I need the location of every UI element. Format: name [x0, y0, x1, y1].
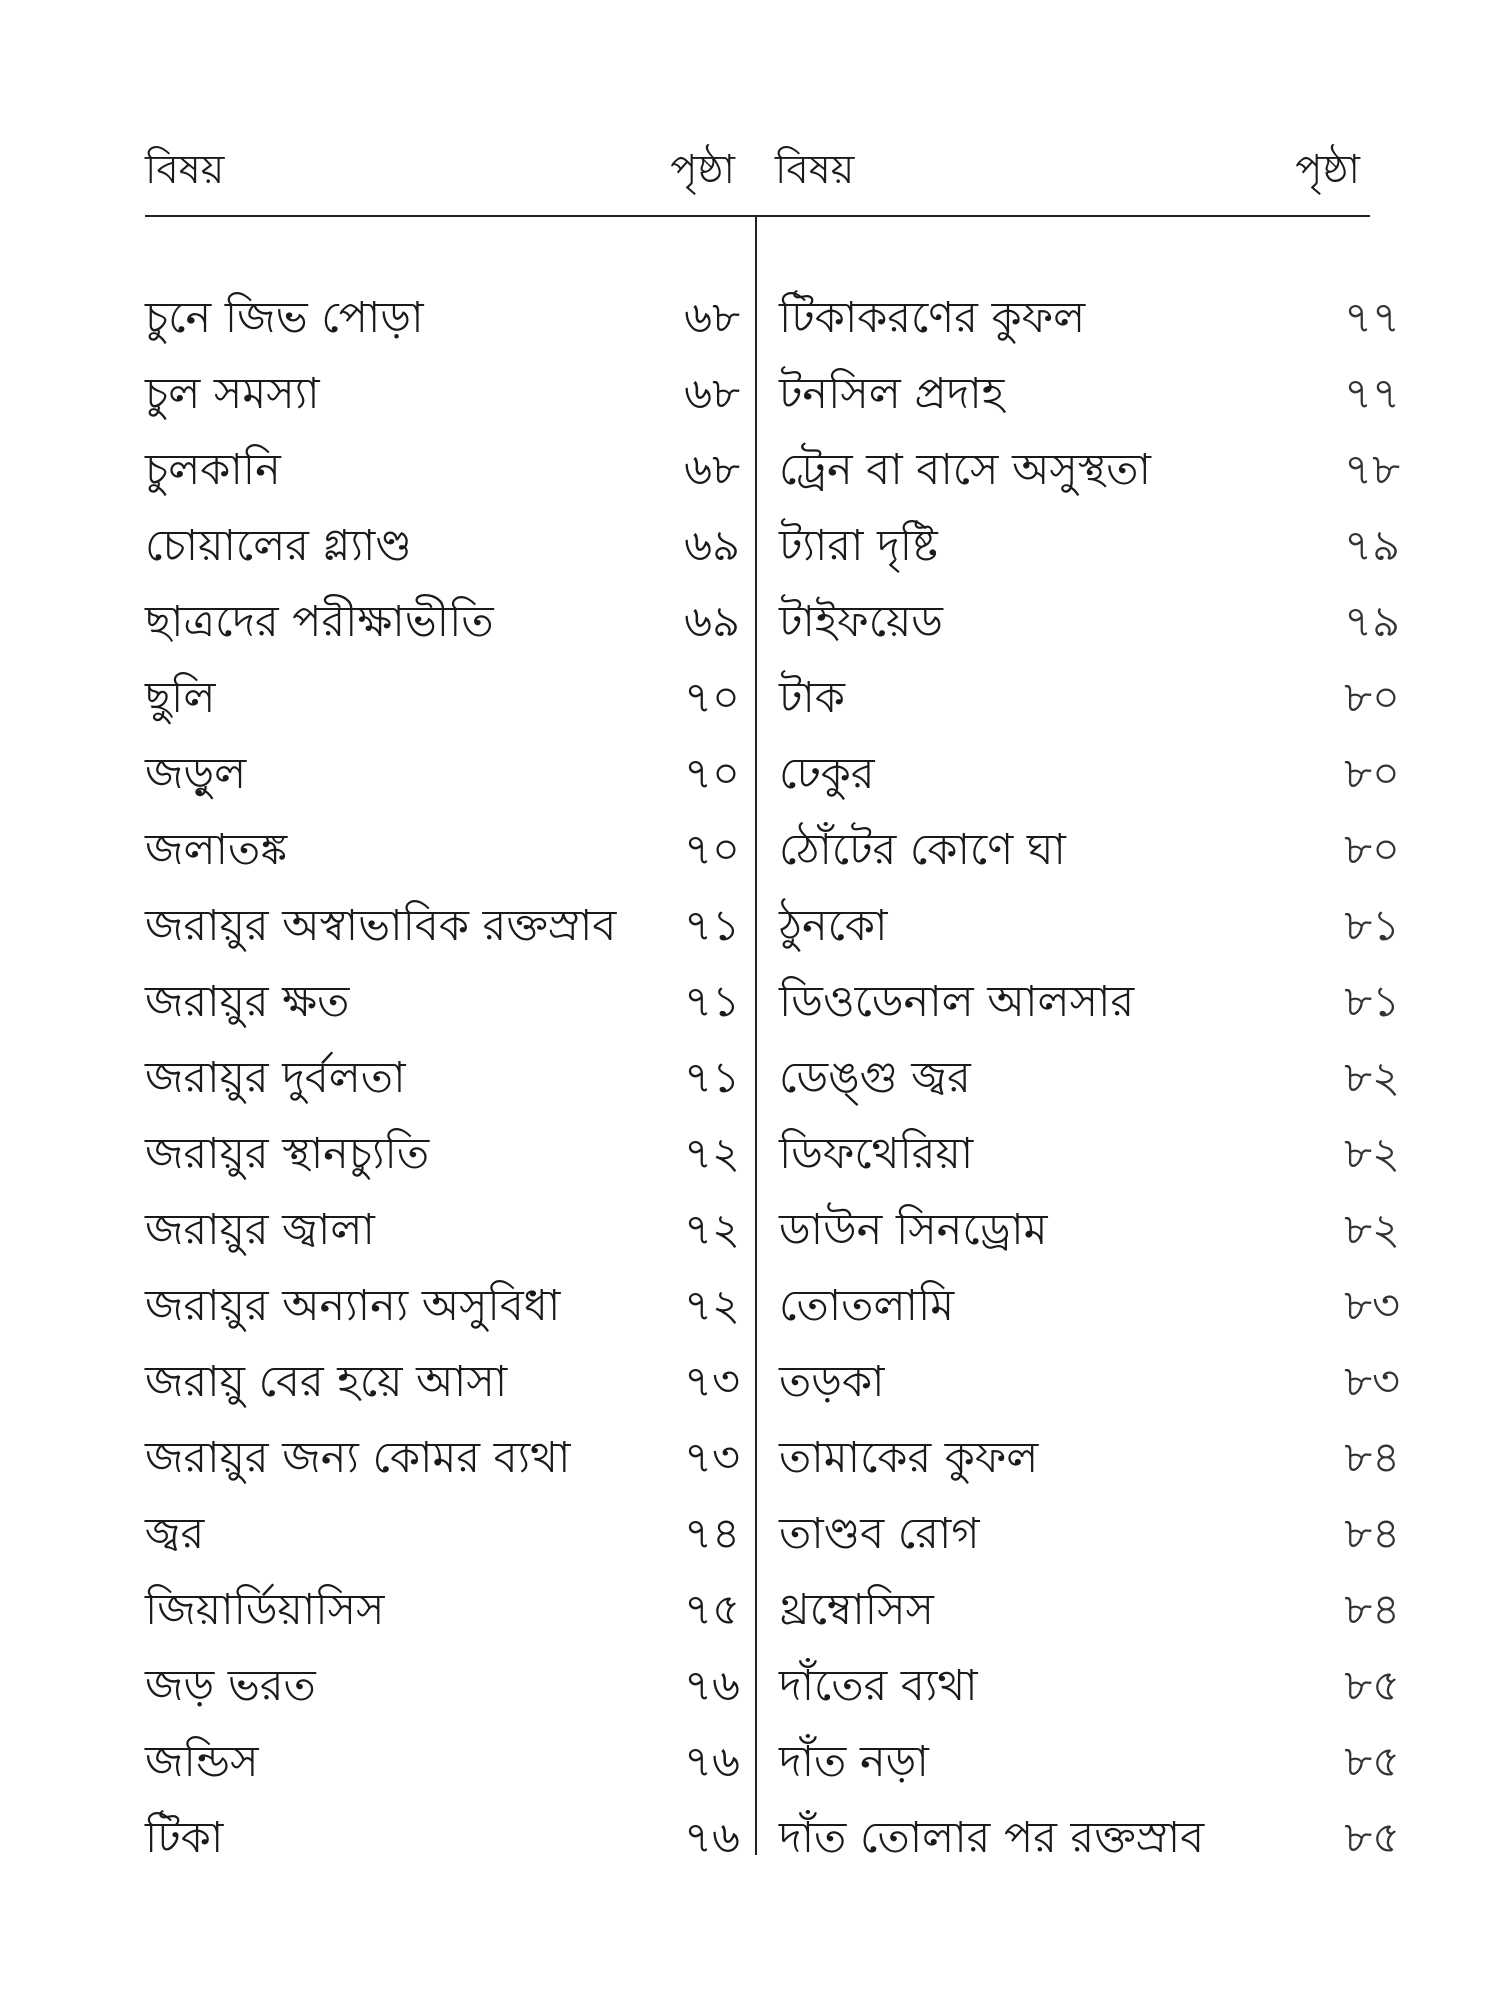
index-entry [0, 1724, 755, 1800]
index-entry [757, 1800, 1500, 1876]
index-entry [757, 812, 1500, 888]
entry-subject: ট্রেন বা বাসে অসুস্থতা [779, 445, 1151, 495]
index-entry [0, 812, 755, 888]
index-entry [757, 280, 1500, 356]
entry-page-number: ৮৫ [1344, 1813, 1400, 1863]
entry-subject: চুলকানি [145, 445, 281, 495]
entry-page-number: ৭২ [684, 1129, 740, 1179]
entry-subject: ট্যারা দৃষ্টি [779, 521, 938, 571]
index-entry [757, 964, 1500, 1040]
entry-subject: ঠুনকো [779, 901, 888, 951]
entry-subject: জরায়ুর জন্য কোমর ব্যথা [145, 1433, 571, 1483]
entry-subject: জরায়ুর স্থানচ্যুতি [145, 1129, 430, 1179]
entry-page-number: ৭২ [684, 1205, 740, 1255]
entry-subject: ডিওডেনাল আলসার [779, 977, 1135, 1027]
entry-page-number: ৮৩ [1344, 1357, 1400, 1407]
entry-subject: টিকা [145, 1813, 224, 1863]
entry-page-number: ৭১ [684, 1053, 740, 1103]
entry-subject: চুনে জিভ পোড়া [145, 293, 424, 343]
index-entry [757, 1496, 1500, 1572]
index-entry [0, 1648, 755, 1724]
index-entry [757, 1040, 1500, 1116]
index-entry [757, 1420, 1500, 1496]
index-entry [757, 736, 1500, 812]
entry-page-number: ৮২ [1344, 1129, 1400, 1179]
index-entry [757, 1192, 1500, 1268]
entry-subject: টাইফয়েড [779, 597, 943, 647]
index-entry [757, 1268, 1500, 1344]
entry-page-number: ৭০ [684, 749, 740, 799]
index-entry [0, 1420, 755, 1496]
entry-page-number: ৭৮ [1344, 445, 1400, 495]
entry-subject: জলাতঙ্ক [145, 825, 288, 875]
entry-page-number: ৭৫ [684, 1585, 740, 1635]
entry-subject: টাক [779, 673, 845, 723]
entry-page-number: ৮২ [1344, 1053, 1400, 1103]
index-entry [757, 660, 1500, 736]
entry-subject: ডাউন সিনড্রোম [779, 1205, 1048, 1255]
entry-subject: ছুলি [145, 673, 216, 723]
entry-page-number: ৭০ [684, 825, 740, 875]
entry-page-number: ৮৪ [1344, 1509, 1400, 1559]
index-entry [0, 888, 755, 964]
entry-subject: চুল সমস্যা [145, 369, 320, 419]
entry-page-number: ৭৯ [1344, 597, 1400, 647]
index-entry [757, 888, 1500, 964]
index-entry [0, 1572, 755, 1648]
entry-page-number: ৭০ [684, 673, 740, 723]
entry-page-number: ৭৯ [1344, 521, 1400, 571]
index-entry [0, 584, 755, 660]
index-entry [0, 964, 755, 1040]
entry-page-number: ৭৭ [1344, 369, 1400, 419]
entry-subject: জড় ভরত [145, 1661, 316, 1711]
entry-page-number: ৬৯ [684, 521, 740, 571]
entry-subject: জরায়ুর ক্ষত [145, 977, 350, 1027]
left-page-heading: পৃষ্ঠা [670, 147, 735, 193]
entry-subject: ঠোঁটের কোণে ঘা [779, 825, 1066, 875]
entry-page-number: ৮৫ [1344, 1661, 1400, 1711]
index-entry [0, 1344, 755, 1420]
entry-subject: ডেঙ্গু জ্বর [779, 1053, 971, 1103]
entry-page-number: ৬৯ [684, 597, 740, 647]
right-subject-heading: বিষয় [775, 147, 855, 193]
entry-page-number: ৮১ [1344, 901, 1400, 951]
entry-page-number: ৮৪ [1344, 1585, 1400, 1635]
index-entry [757, 508, 1500, 584]
entry-subject: জন্ডিস [145, 1737, 259, 1787]
entry-subject: দাঁত নড়া [779, 1737, 929, 1787]
entry-subject: থ্রম্বোসিস [779, 1585, 934, 1635]
entry-subject: ছাত্রদের পরীক্ষাভীতি [145, 597, 494, 647]
entry-subject: জরায়ুর জ্বালা [145, 1205, 375, 1255]
index-entry [0, 508, 755, 584]
right-index-column [757, 280, 1500, 1876]
header-divider [145, 215, 1370, 217]
index-entry [0, 1268, 755, 1344]
entry-subject: জিয়ার্ডিয়াসিস [145, 1585, 385, 1635]
entry-page-number: ৭৩ [684, 1433, 740, 1483]
index-entry [0, 432, 755, 508]
index-entry [757, 1344, 1500, 1420]
entry-page-number: ৬৮ [684, 369, 740, 419]
index-entry [0, 280, 755, 356]
index-entry [0, 1192, 755, 1268]
entry-page-number: ৮১ [1344, 977, 1400, 1027]
entry-subject: দাঁত তোলার পর রক্তস্রাব [779, 1813, 1205, 1863]
entry-page-number: ৭৬ [684, 1661, 740, 1711]
index-entry [0, 1496, 755, 1572]
entry-page-number: ৬৮ [684, 445, 740, 495]
entry-subject: চোয়ালের গ্ল্যাণ্ড [145, 521, 412, 571]
entry-subject: দাঁতের ব্যথা [779, 1661, 978, 1711]
entry-page-number: ৭৪ [684, 1509, 740, 1559]
entry-page-number: ৭১ [684, 977, 740, 1027]
entry-page-number: ৭২ [684, 1281, 740, 1331]
entry-page-number: ৮০ [1344, 673, 1400, 723]
entry-page-number: ৮০ [1344, 825, 1400, 875]
index-entry [0, 356, 755, 432]
entry-page-number: ৭৩ [684, 1357, 740, 1407]
entry-page-number: ৭৬ [684, 1737, 740, 1787]
entry-subject: টনসিল প্রদাহ [779, 369, 1005, 419]
entry-page-number: ৭১ [684, 901, 740, 951]
entry-page-number: ৮৫ [1344, 1737, 1400, 1787]
index-entry [757, 432, 1500, 508]
entry-page-number: ৮৪ [1344, 1433, 1400, 1483]
index-entry [757, 1572, 1500, 1648]
entry-subject: জরায়ুর দুর্বলতা [145, 1053, 406, 1103]
entry-subject: ডিফথেরিয়া [779, 1129, 974, 1179]
index-entry [0, 1800, 755, 1876]
index-entry [757, 1724, 1500, 1800]
left-index-column [0, 280, 755, 1876]
index-entry [0, 736, 755, 812]
entry-subject: তোতলামি [779, 1281, 955, 1331]
entry-page-number: ৮২ [1344, 1205, 1400, 1255]
entry-subject: টিকাকরণের কুফল [779, 293, 1086, 343]
index-entry [0, 1040, 755, 1116]
entry-subject: জরায়ুর অন্যান্য অসুবিধা [145, 1281, 561, 1331]
entry-page-number: ৮৩ [1344, 1281, 1400, 1331]
entry-subject: তামাকের কুফল [779, 1433, 1039, 1483]
entry-subject: জরায়ু বের হয়ে আসা [145, 1357, 508, 1407]
index-entry [757, 584, 1500, 660]
entry-subject: জড়ুল [145, 749, 247, 799]
index-entry [0, 660, 755, 736]
entry-subject: তাণ্ডব রোগ [779, 1509, 980, 1559]
right-page-heading: পৃষ্ঠা [1295, 147, 1360, 193]
entry-page-number: ৭৭ [1344, 293, 1400, 343]
index-entry [0, 1116, 755, 1192]
entry-subject: তড়কা [779, 1357, 885, 1407]
entry-page-number: ৮০ [1344, 749, 1400, 799]
left-subject-heading: বিষয় [145, 147, 225, 193]
index-entry [757, 1648, 1500, 1724]
index-entry [757, 356, 1500, 432]
entry-page-number: ৭৬ [684, 1813, 740, 1863]
entry-page-number: ৬৮ [684, 293, 740, 343]
index-entry [757, 1116, 1500, 1192]
entry-subject: জরায়ুর অস্বাভাবিক রক্তস্রাব [145, 901, 617, 951]
entry-subject: ঢেকুর [779, 749, 875, 799]
entry-subject: জ্বর [145, 1509, 205, 1559]
